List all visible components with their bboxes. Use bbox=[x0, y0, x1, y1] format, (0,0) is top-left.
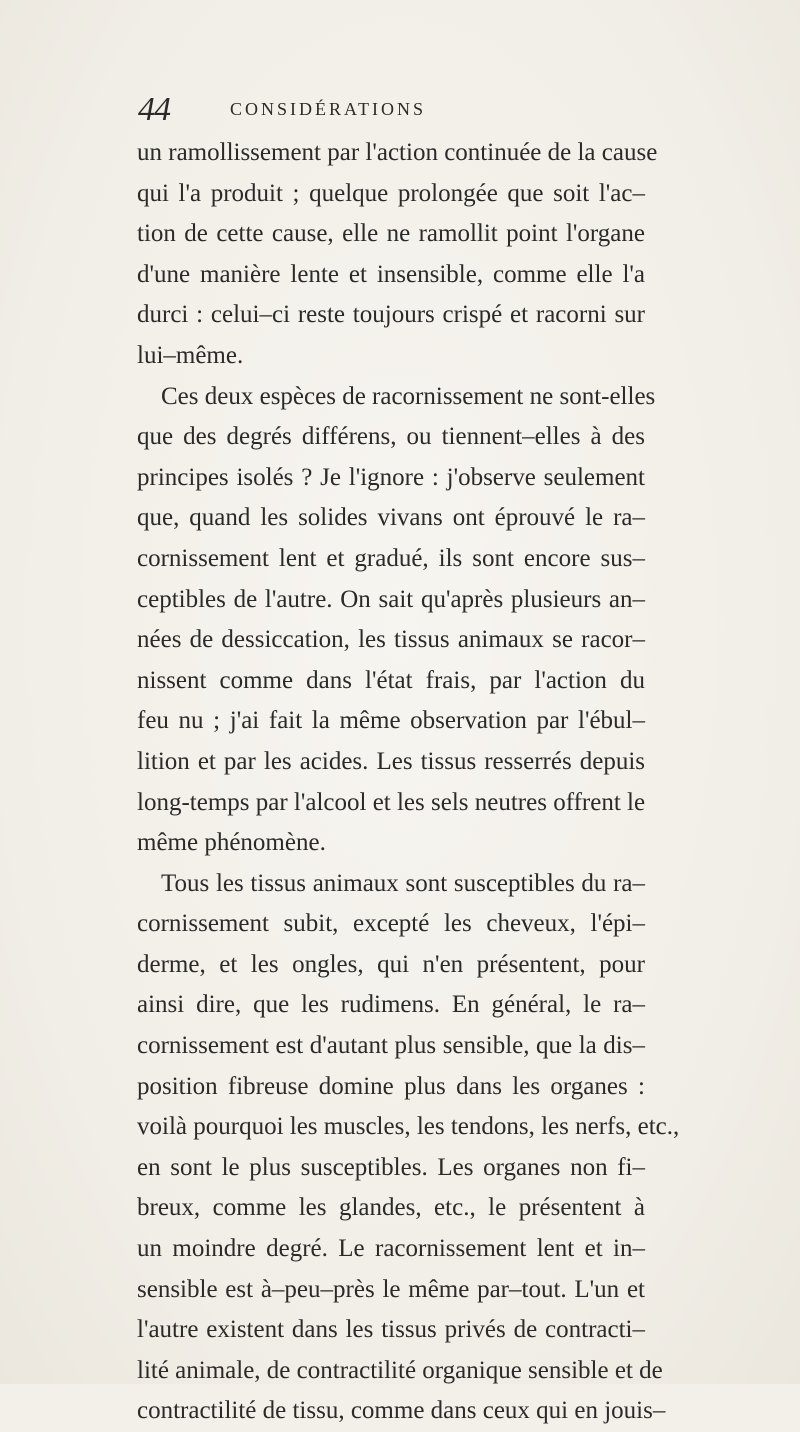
text-line: un ramollissement par l'action continuée de la cause bbox=[137, 139, 658, 166]
text-line: position fibreuse domine plus dans les organes : bbox=[137, 1072, 645, 1100]
text-line: un moindre degré. Le racornissement lent et in– bbox=[137, 1235, 645, 1263]
text-line: ainsi dire, que les rudimens. En général, le ra– bbox=[137, 991, 645, 1019]
text-line: que, quand les solides vivans ont éprouvé le ra– bbox=[137, 504, 645, 532]
text-line: breux, comme les glandes, etc., le présentent à bbox=[137, 1194, 645, 1222]
text-line: cornissement lent et gradué, ils sont encore sus– bbox=[137, 544, 645, 572]
text-line: Ces deux espèces de racornissement ne sont-elles bbox=[161, 382, 656, 410]
text-line: voilà pourquoi les muscles, les tendons, les nerfs, etc., bbox=[137, 1113, 680, 1141]
text-line: feu nu ; j'ai fait la même observation par l'ébul– bbox=[137, 707, 645, 735]
text-line: qui l'a produit ; quelque prolongée que soit l'ac– bbox=[137, 179, 645, 207]
text-line: principes isolés ? Je l'ignore : j'observe seulement bbox=[137, 463, 645, 491]
text-line: lité animale, de contractilité organique sensible et de bbox=[137, 1356, 663, 1384]
text-line: que des degrés différens, ou tiennent–elles à des bbox=[137, 423, 645, 451]
text-line: nées de dessiccation, les tissus animaux se racor– bbox=[137, 626, 645, 654]
text-line: nissent comme dans l'état frais, par l'action du bbox=[137, 666, 645, 694]
text-line: lui–même. bbox=[137, 341, 244, 369]
text-line: en sont le plus susceptibles. Les organes non fi– bbox=[137, 1153, 645, 1181]
running-title: CONSIDÉRATIONS bbox=[230, 99, 427, 119]
text-line: derme, et les ongles, qui n'en présentent, pour bbox=[137, 950, 645, 978]
text-line: cornissement subit, excepté les cheveux, l'épi– bbox=[137, 910, 645, 938]
text-line: ceptibles de l'autre. On sait qu'après plusieurs an– bbox=[137, 585, 645, 613]
text-line: sensible est à–peu–près le même par–tout. L'un et bbox=[137, 1275, 645, 1303]
text-line: lition et par les acides. Les tissus resserrés depuis bbox=[137, 747, 645, 775]
text-line: d'une manière lente et insensible, comme elle l'a bbox=[137, 260, 645, 288]
page-header bbox=[138, 88, 658, 132]
text-line: durci : celui–ci reste toujours crispé et racorni sur bbox=[137, 301, 645, 329]
page-number: 44 bbox=[138, 91, 170, 128]
text-line: l'autre existent dans les tissus privés de contracti– bbox=[137, 1316, 645, 1344]
text-line: Tous les tissus animaux sont susceptibles du ra– bbox=[161, 869, 645, 897]
body-text bbox=[137, 133, 680, 1432]
text-line: même phénomène. bbox=[137, 829, 326, 857]
text-line: long-temps par l'alcool et les sels neutres offrent le bbox=[137, 788, 646, 816]
text-line: contractilité de tissu, comme dans ceux qui en jouis– bbox=[137, 1397, 666, 1425]
text-line: cornissement est d'autant plus sensible, que la dis– bbox=[137, 1032, 645, 1060]
text-line: tion de cette cause, elle ne ramollit point l'organe bbox=[137, 220, 645, 248]
